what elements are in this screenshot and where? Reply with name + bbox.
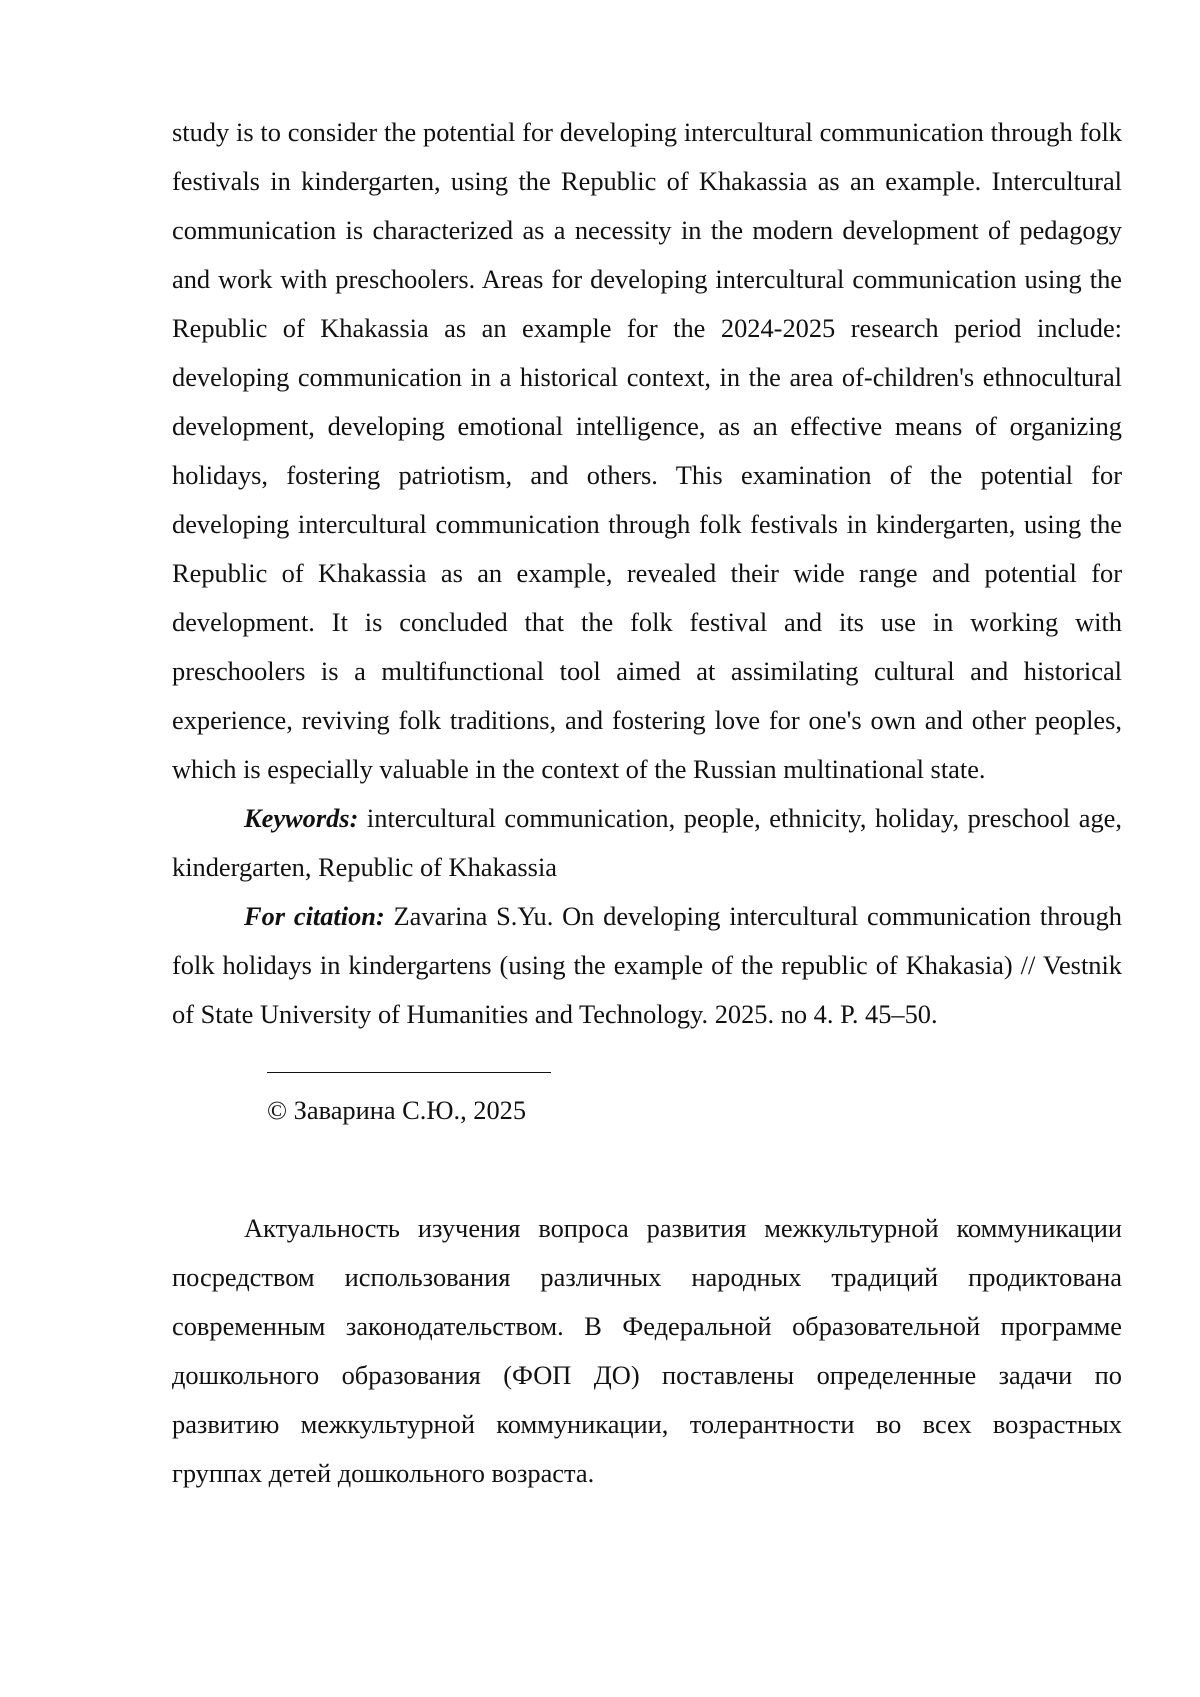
document-page [172, 108, 1122, 1498]
keywords-text: intercultural communication, people, ethnicity, holiday, preschool age, kindergarten, Republic of Khakassia [172, 803, 1122, 882]
copyright-footnote: © Заварина С.Ю., 2025 [267, 1095, 527, 1125]
keywords-label: Keywords: [244, 803, 359, 833]
citation-text: Zavarina S.Yu. On developing intercultural communication through folk holidays in kindergartens (using the example of the republic of Khakasia) // Vestnik of State University of Humanities and Technology. 2025. no 4. P. 45–50. [172, 901, 1122, 1029]
keywords-paragraph [172, 794, 1122, 892]
abstract-paragraph: study is to consider the potential for developing intercultural communication through folk festivals in kindergarten, using the Republic of Khakassia as an example. Intercultural communication is characterized as a necessity in the modern development of pedagogy and work with preschoolers. Areas for developing intercultural communication using the Republic of Khakassia as an example for the 2024-2025 research period include: developing communication in a historical context, in the area of-children's ethnocultural development, developing emotional intelligence, as an effective means of organizing holidays, fostering patriotism, and others. This examination of the potential for developing intercultural communication through folk festivals in kindergarten, using the Republic of Khakassia as an example, revealed their wide range and potential for development. It is concluded that the folk festival and its use in working with preschoolers is a multifunctional tool aimed at assimilating cultural and historical experience, reviving folk traditions, and fostering love for one's own and other peoples, which is especially valuable in the context of the Russian multinational state. [172, 117, 1122, 784]
citation-label: For citation: [244, 901, 385, 931]
citation-paragraph [172, 892, 1122, 1039]
footnote-divider [267, 1072, 551, 1073]
body-paragraph: Актуальность изучения вопроса развития межкультурной коммуникации посредством использования различных народных традиций продиктована современным законодательством. В Федеральной образовательной программе дошкольного образования (ФОП ДО) поставлены определенные задачи по развитию межкультурной коммуникации, толерантности во всех возрастных группах детей дошкольного возраста. [172, 1213, 1122, 1488]
